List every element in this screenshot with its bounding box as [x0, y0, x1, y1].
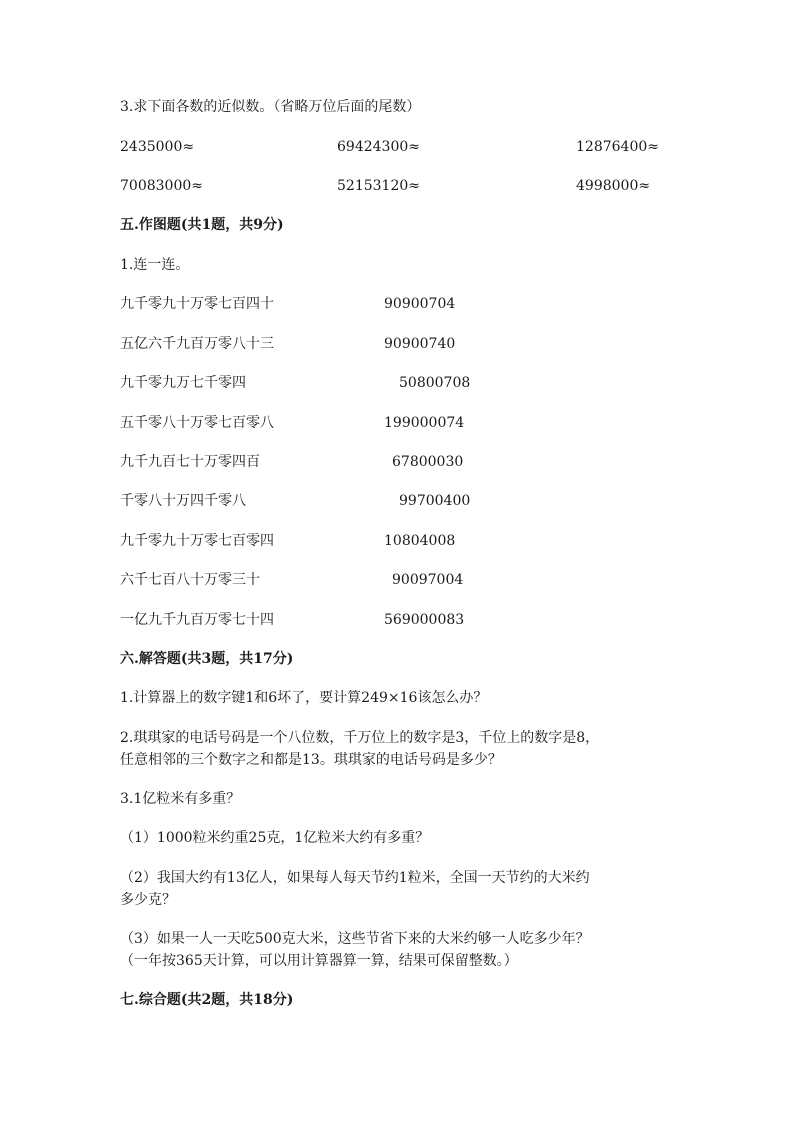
section5-heading: 五.作图题(共1题，共9分) — [120, 217, 284, 233]
match-left-item: 九千九百七十万零四百 — [120, 454, 260, 470]
approx-item: 70083000≈ — [120, 178, 203, 194]
match-row — [0, 452, 794, 472]
match-left-item: 五亿六千九百万零八十三 — [120, 336, 274, 352]
approx-item: 12876400≈ — [576, 139, 659, 155]
match-right-item: 99700400 — [399, 493, 471, 509]
match-row — [0, 373, 794, 393]
match-right-item: 67800030 — [392, 454, 464, 470]
approx-row-1 — [0, 137, 794, 157]
section6-q2-line1: 2.琪琪家的电话号码是一个八位数，千万位上的数字是3，千位上的数字是8， — [120, 730, 600, 746]
match-left-item: 九千零九十万零七百四十 — [120, 296, 274, 312]
match-right-item: 90900704 — [384, 296, 456, 312]
approx-item: 69424300≈ — [337, 139, 420, 155]
match-left-item: 九千零九十万零七百零四 — [120, 533, 274, 549]
section6-q3-part3-line1: （3）如果一人一天吃500克大米，这些节省下来的大米约够一人吃多少年？ — [120, 931, 590, 947]
match-left-item: 一亿九千九百万零七十四 — [120, 612, 274, 628]
approx-item: 52153120≈ — [337, 178, 420, 194]
match-row — [0, 570, 794, 590]
section6-q3-part2-line1: （2）我国大约有13亿人，如果每人每天节约1粒米，全国一天节约的大米约 — [120, 870, 590, 886]
section6-heading: 六.解答题(共3题，共17分) — [120, 651, 294, 667]
match-right-item: 90900740 — [384, 336, 456, 352]
section6-q2-line2: 任意相邻的三个数字之和都是13。琪琪家的电话号码是多少？ — [120, 752, 502, 768]
section6-q1: 1.计算器上的数字键1和6坏了，要计算249×16该怎么办？ — [120, 690, 488, 706]
match-row — [0, 413, 794, 433]
match-right-item: 90097004 — [392, 572, 464, 588]
match-row — [0, 334, 794, 354]
approx-row-2 — [0, 176, 794, 196]
q3-title: 3.求下面各数的近似数。（省略万位后面的尾数） — [120, 99, 421, 115]
match-left-item: 六千七百八十万零三十 — [120, 572, 260, 588]
match-row — [0, 491, 794, 511]
match-left-item: 五千零八十万零七百零八 — [120, 415, 274, 431]
match-right-item: 50800708 — [399, 375, 471, 391]
section5-q1-title: 1.连一连。 — [120, 257, 190, 273]
match-left-item: 千零八十万四千零八 — [120, 493, 246, 509]
approx-item: 4998000≈ — [576, 178, 651, 194]
match-row — [0, 610, 794, 630]
match-right-item: 199000074 — [384, 415, 465, 431]
match-right-item: 569000083 — [384, 612, 465, 628]
approx-item: 2435000≈ — [120, 139, 195, 155]
match-right-item: 10804008 — [384, 533, 456, 549]
match-row — [0, 294, 794, 314]
section6-q3-title: 3.1亿粒米有多重？ — [120, 791, 241, 807]
section6-q3-part1: （1）1000粒米约重25克，1亿粒米大约有多重？ — [120, 830, 430, 846]
section6-q3-part3-line2: （一年按365天计算，可以用计算器算一算，结果可保留整数。） — [120, 953, 518, 969]
section6-q3-part2-line2: 多少克？ — [120, 892, 176, 908]
match-left-item: 九千零九万七千零四 — [120, 375, 246, 391]
match-row — [0, 531, 794, 551]
section7-heading: 七.综合题(共2题，共18分) — [120, 992, 294, 1008]
